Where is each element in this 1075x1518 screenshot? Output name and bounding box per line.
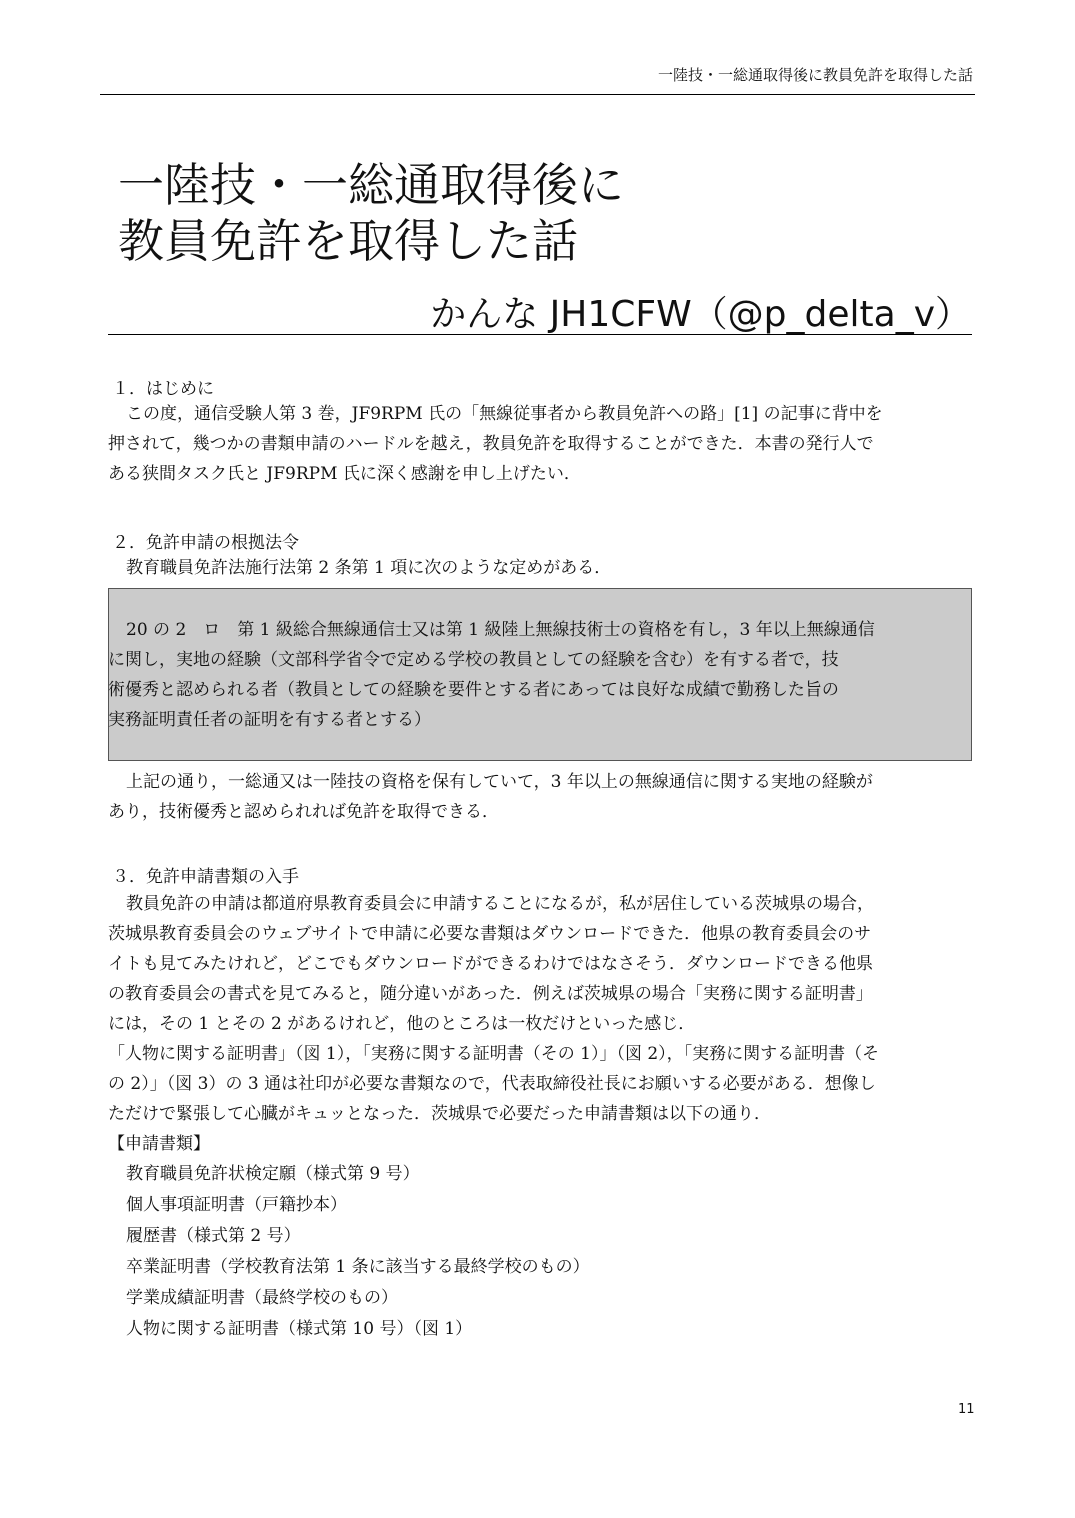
- paragraph-line: には，その 1 とその 2 があるけれど，他のところは一枚だけといった感じ．: [108, 1014, 696, 1034]
- paragraph-line: 教育職員免許法施行法第 2 条第 1 項に次のような定めがある．: [126, 558, 612, 578]
- paragraph-line: イトも見てみたけれど，どこでもダウンロードができるわけではなさそう．ダウンロードできる他県: [108, 954, 873, 974]
- paragraph-line: の教育委員会の書式を見てみると，随分違いがあった．例えば茨城県の場合「実務に関する証明書」: [108, 984, 873, 1004]
- paragraph-line: あり，技術優秀と認められれば免許を取得できる．: [108, 802, 499, 822]
- quote-line: 実務証明責任者の証明を有する者とする）: [108, 710, 431, 730]
- list-item: 人物に関する証明書（様式第 10 号）（図 1）: [126, 1319, 473, 1339]
- quote-line: 術優秀と認められる者（教員としての経験を要件とする者にあっては良好な成績で勤務した旨の: [108, 680, 839, 700]
- paragraph-line: この度，通信受験人第 3 巻，JF9RPM 氏の「無線従事者から教員免許への路」[1] の記事に背中を: [126, 404, 883, 424]
- paragraph-line: の 2）」（図 3）の 3 通は社印が必要な書類なので，代表取締役社長にお願いする必要がある．想像し: [108, 1074, 876, 1094]
- paragraph-line: 押されて，幾つかの書類申請のハードルを越え，教員免許を取得することができた．本書の発行人で: [108, 434, 874, 454]
- list-item: 教育職員免許状検定願（様式第 9 号）: [126, 1164, 420, 1184]
- title-line-1: 一陸技・一総通取得後に: [118, 158, 624, 212]
- law-quote-box: [108, 588, 972, 761]
- quote-line: に関し，実地の経験（文部科学省令で定める学校の教員としての経験を含む）を有する者で，技: [108, 650, 839, 670]
- section-heading: １．はじめに: [112, 379, 214, 399]
- list-item: 卒業証明書（学校教育法第 1 条に該当する最終学校のもの）: [126, 1257, 590, 1277]
- paragraph-line: 教員免許の申請は都道府県教育委員会に申請することになるが，私が居住している茨城県の場合，: [126, 894, 874, 914]
- section-heading: ２．免許申請の根拠法令: [112, 533, 299, 553]
- title-rule: [108, 334, 972, 335]
- list-item: 学業成績証明書（最終学校のもの）: [126, 1288, 398, 1308]
- paragraph-line: 「人物に関する証明書」（図 1），「実務に関する証明書（その 1）」（図 2），「実務に関する証明書（そ: [108, 1044, 880, 1064]
- paragraph-line: 茨城県教育委員会のウェブサイトで申請に必要な書類はダウンロードできた．他県の教育委員会のサ: [108, 924, 872, 944]
- section-heading: ３．免許申請書類の入手: [112, 867, 299, 887]
- list-item: 個人事項証明書（戸籍抄本）: [126, 1195, 347, 1215]
- list-item: 履歴書（様式第 2 号）: [126, 1226, 301, 1246]
- list-heading: 【申請書類】: [108, 1134, 210, 1154]
- paragraph-line: ただけで緊張して心臓がキュッとなった．茨城県で必要だった申請書類は以下の通り．: [108, 1104, 771, 1124]
- paragraph-line: ある狭間タスク氏と JF9RPM 氏に深く感謝を申し上げたい．: [108, 464, 581, 484]
- page-number: 11: [958, 1402, 975, 1417]
- paragraph-line: 上記の通り，一総通又は一陸技の資格を保有していて，3 年以上の無線通信に関する実地の経験が: [126, 772, 873, 792]
- title-line-2: 教員免許を取得した話: [118, 214, 578, 268]
- author: かんな JH1CFW（@p_delta_v）: [430, 294, 971, 335]
- quote-line: 20 の 2 ロ 第 1 級総合無線通信士又は第 1 級陸上無線技術士の資格を有し，3 年以上無線通信: [126, 620, 875, 640]
- header-rule: [100, 94, 975, 95]
- running-header: 一陸技・一総通取得後に教員免許を取得した話: [657, 66, 973, 84]
